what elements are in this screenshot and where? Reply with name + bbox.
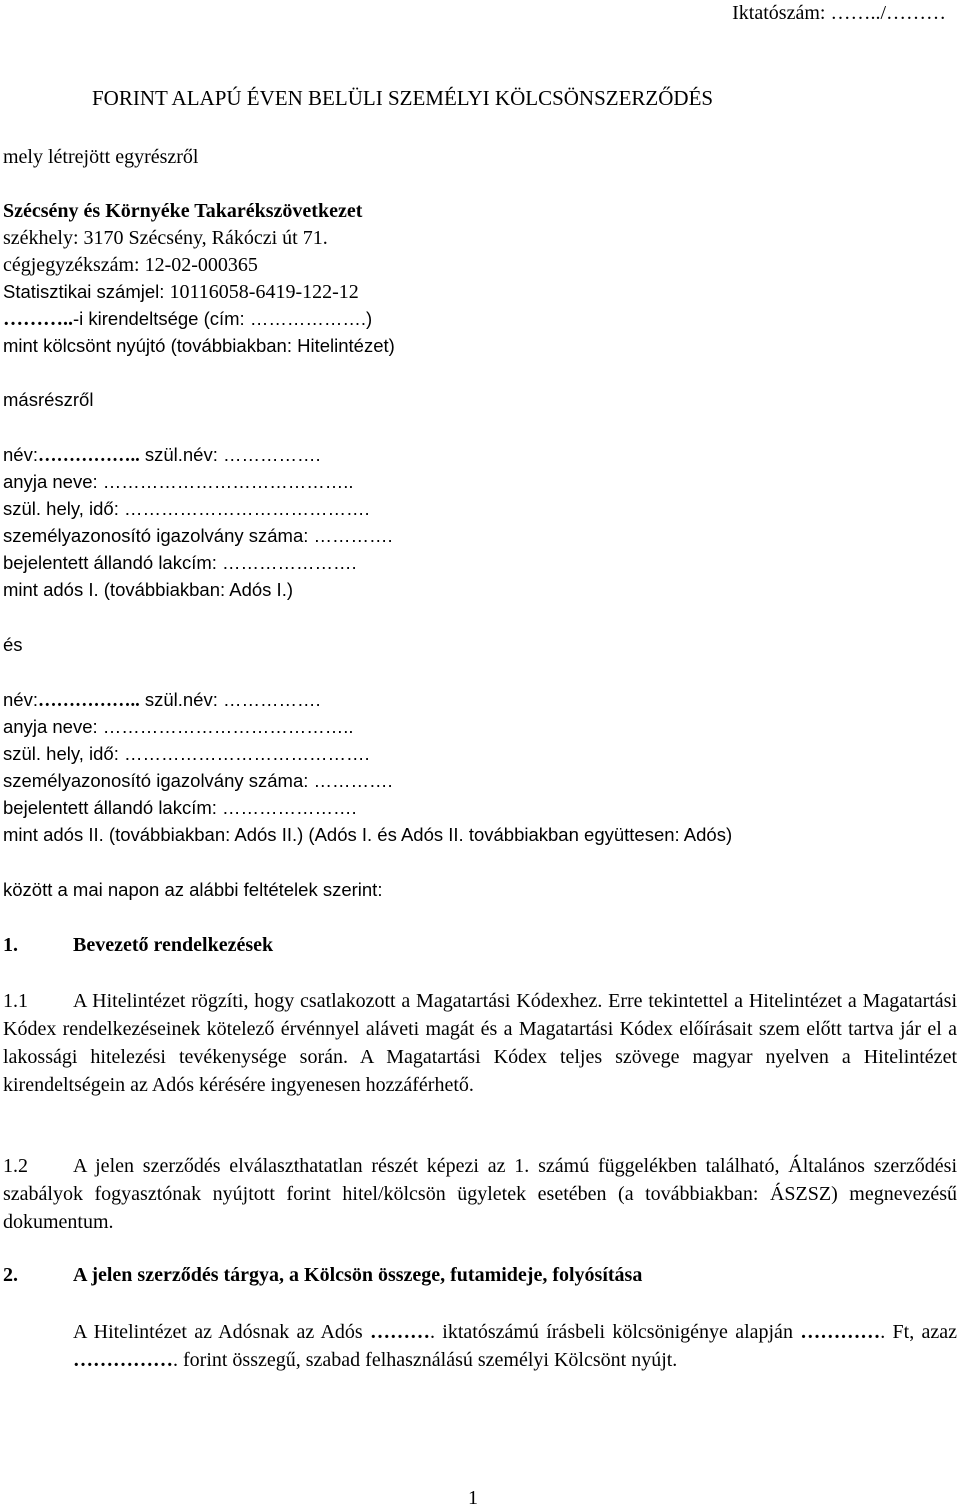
debtor2-birth: szül. hely, idő: …………………………………. xyxy=(3,743,370,764)
section-1-heading xyxy=(3,934,273,957)
lender-role: mint kölcsönt nyújtó (továbbiakban: Hitelintézet) xyxy=(3,335,395,356)
section-2-heading xyxy=(3,1264,642,1287)
paragraph-2-1-text-d: . forint összegű, szabad felhasználású személyi Kölcsönt nyújt. xyxy=(173,1349,678,1371)
paragraph-1-2-text: A jelen szerződés elválaszthatatlan részét képezi az 1. számú függelékben található, Általános szerződési szabályok fogyasztónak nyújtott forint hitel/kölcsön ügyletek esetében (a továbbiakban: ÁSZSZ) megnevezésű dokumentum. xyxy=(3,1155,957,1233)
lender-name: Szécsény és Környéke Takarékszövetkezet xyxy=(3,200,363,222)
paragraph-1-1-number: 1.1 xyxy=(3,990,28,1012)
paragraph-2-1-number xyxy=(3,1318,73,1346)
debtor2-id: személyazonosító igazolvány száma: …………. xyxy=(3,770,393,791)
debtor2-mother: anyja neve: ………………………………….. xyxy=(3,716,354,737)
debtor1-birth: szül. hely, idő: …………………………………. xyxy=(3,498,370,519)
debtor2-name-line xyxy=(3,689,321,712)
loan-amount-words-field: …………… xyxy=(73,1349,173,1371)
paragraph-2-1 xyxy=(3,1318,957,1374)
debtor2-role: mint adós II. (továbbiakban: Adós II.) (Adós I. és Adós II. továbbiakban együttesen: Adós) xyxy=(3,824,733,845)
paragraph-1-1 xyxy=(3,987,957,1099)
debtor1-address: bejelentett állandó lakcím: …………………. xyxy=(3,552,357,573)
stat-value: 10116058-6419-122-12 xyxy=(169,281,359,303)
section-1-title: Bevezető rendelkezések xyxy=(73,934,274,956)
debtor1-name-line xyxy=(3,444,321,467)
debtor1-mother: anyja neve: ………………………………….. xyxy=(3,471,354,492)
section-1-number: 1. xyxy=(3,934,18,956)
lender-statistical-number xyxy=(3,281,359,304)
lender-branch xyxy=(3,308,372,331)
and-text: és xyxy=(3,634,23,655)
stat-label: Statisztikai számjel: xyxy=(3,281,170,302)
section-2-title: A jelen szerződés tárgya, a Kölcsön összege, futamideje, folyósítása xyxy=(73,1264,643,1286)
debtor2-birthname: szül.név: ……………. xyxy=(144,689,321,710)
paragraph-1-2 xyxy=(3,1152,957,1236)
contract-title: FORINT ALAPÚ ÉVEN BELÜLI SZEMÉLYI KÖLCSÖNSZERZŐDÉS xyxy=(92,86,714,110)
page-number: 1 xyxy=(468,1487,478,1509)
filing-number: Iktatószám: ……../……… xyxy=(732,2,946,24)
between-text: között a mai napon az alábbi feltételek szerint: xyxy=(3,879,383,900)
paragraph-2-1-text-a: A Hitelintézet az Adósnak az Adós xyxy=(73,1321,370,1343)
lender-registration: cégjegyzékszám: 12-02-000365 xyxy=(3,254,258,276)
other-side-text: másrészről xyxy=(3,389,94,410)
paragraph-1-1-text: A Hitelintézet rögzíti, hogy csatlakozott a Magatartási Kódexhez. Erre tekintettel a Hitelintézet a Magatartási Kódex rendelkezéseinek kötelező érvénnyel aláveti magát és a Magatartási Kódex előírásait szem előtt tartva jár el a lakossági hitelezési tevékenysége során. A Magatartási Kódex teljes szövege magyar nyelven a Hitelintézet kirendeltségein az Adós kérésére ingyenesen hozzáférhető. xyxy=(3,990,957,1096)
debtor2-name-label: név: xyxy=(3,689,38,710)
branch-text: -i kirendeltsége (cím: ……………….) xyxy=(73,308,373,329)
debtor1-id: személyazonosító igazolvány száma: …………. xyxy=(3,525,393,546)
debtor2-address: bejelentett állandó lakcím: …………………. xyxy=(3,797,357,818)
paragraph-2-1-text-c: . Ft, azaz xyxy=(880,1321,958,1343)
loan-amount-field: ………… xyxy=(800,1321,881,1343)
paragraph-1-2-number: 1.2 xyxy=(3,1155,28,1177)
debtor2-name-field: …………….. xyxy=(37,691,140,711)
debtor1-name-field: …………….. xyxy=(37,446,140,466)
intro-text: mely létrejött egyrészről xyxy=(3,146,199,168)
debtor1-role: mint adós I. (továbbiakban: Adós I.) xyxy=(3,579,293,600)
branch-placeholder: ……….. xyxy=(3,308,73,330)
section-2-number: 2. xyxy=(3,1264,18,1286)
lender-seat: székhely: 3170 Szécsény, Rákóczi út 71. xyxy=(3,227,328,249)
debtor1-name-label: név: xyxy=(3,444,38,465)
paragraph-2-1-text-b: . iktatószámú írásbeli kölcsönigénye alapján xyxy=(430,1321,801,1343)
debtor1-birthname: szül.név: ……………. xyxy=(144,444,321,465)
application-number-field: ……… xyxy=(370,1321,430,1343)
